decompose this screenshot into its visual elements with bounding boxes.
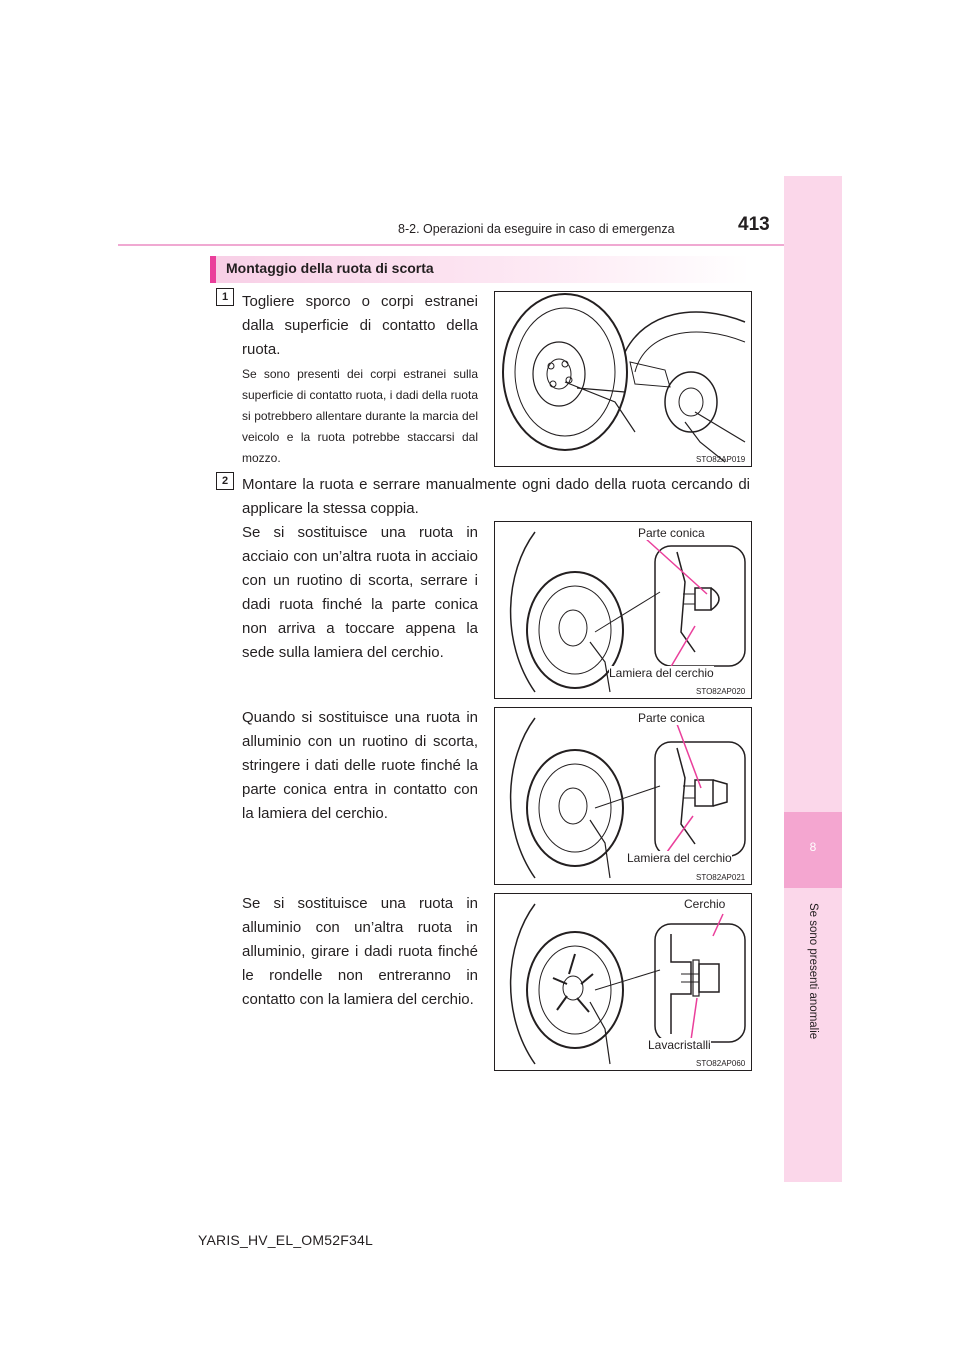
figure-alloy-to-alloy-wheel <box>494 893 752 1071</box>
step-2-text: Montare la ruota e serrare manualmente ogni dado della ruota cercando di applicare la stessa coppia. <box>242 476 750 517</box>
figure-2-label-top: Parte conica <box>638 526 705 540</box>
figure-1-code: STO82AP019 <box>696 455 746 464</box>
footer-doc-code: YARIS_HV_EL_OM52F34L <box>198 1232 373 1248</box>
step-number-1: 1 <box>216 288 234 306</box>
step-1-note: Se sono presenti dei corpi estranei sulla superficie di contatto ruota, i dadi della ruota si potrebbero allentare durante la marcia del veicolo e la ruota potrebbe staccarsi dal mozzo. <box>242 367 478 465</box>
case-3-text: Se si sostituisce una ruota in alluminio con un’altra ruota in alluminio, girare i dadi ruota finché le rondelle non entreranno in contatto con la lamiera del cerchio. <box>242 895 478 1008</box>
section-title: Montaggio della ruota di scorta <box>226 260 434 276</box>
figure-wheel-cleaning <box>494 291 752 467</box>
figure-2-label-bottom: Lamiera del cerchio <box>609 666 714 680</box>
chapter-number: 8 <box>809 840 817 854</box>
case-1-text: Se si sostituisce una ruota in acciaio con un’altra ruota in acciaio con un ruotino di scorta, serrare i dadi ruota finché la parte conica non arriva a toccare appena la sede sulla lamiera del cerchio. <box>242 524 478 661</box>
figure-4-label-top: Cerchio <box>684 897 726 911</box>
header-rule <box>118 244 784 246</box>
step-number-2: 2 <box>216 472 234 490</box>
page-number: 413 <box>738 214 770 235</box>
figure-3-label-top: Parte conica <box>638 711 705 725</box>
figure-3-label-bottom: Lamiera del cerchio <box>627 851 732 865</box>
header-section-title: 8-2. Operazioni da eseguire in caso di emergenza <box>398 222 675 236</box>
case-2-text: Quando si sostituisce una ruota in alluminio con un ruotino di scorta, stringere i dati delle ruote finché la parte conica entra in contatto con la lamiera del cerchio. <box>242 709 478 822</box>
figure-3-code: STO82AP021 <box>696 873 746 882</box>
figure-4-code: STO82AP060 <box>696 1059 746 1068</box>
section-heading-accent <box>210 256 216 283</box>
figure-4-label-bottom: Lavacristalli <box>648 1038 711 1052</box>
chapter-label: Se sono presenti anomalie <box>807 903 819 1040</box>
alloy-washer-illustration <box>495 894 751 1070</box>
figure-2-code: STO82AP020 <box>696 687 746 696</box>
step-1-text: Togliere sporco o corpi estranei dalla superficie di contatto della ruota. <box>242 293 478 358</box>
wheel-cleaning-illustration <box>495 292 751 466</box>
